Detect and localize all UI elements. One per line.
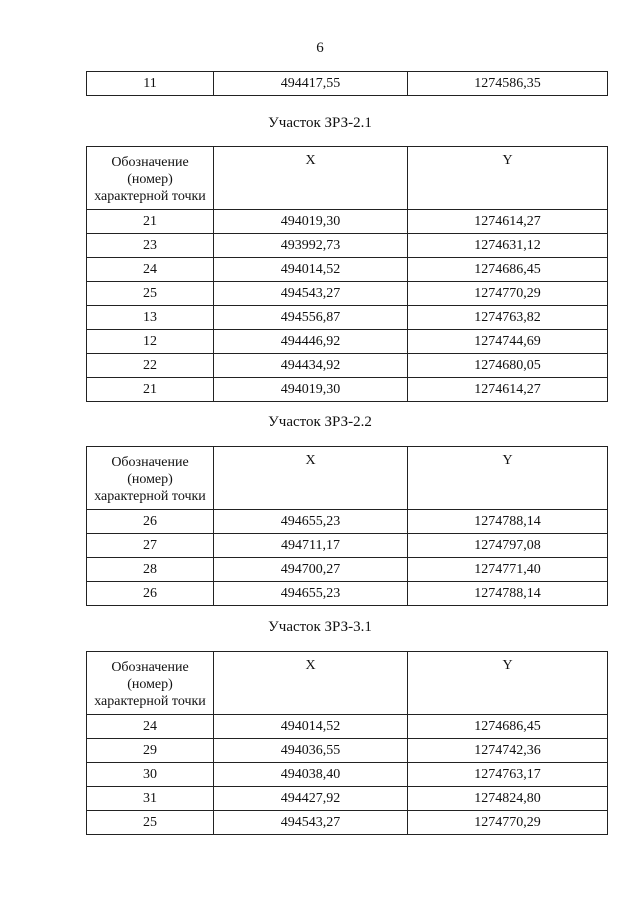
y-cell: 1274770,29 — [408, 282, 608, 306]
header-row — [87, 147, 608, 210]
point-cell: 28 — [87, 558, 214, 582]
x-cell: 494556,87 — [214, 306, 408, 330]
table-row — [87, 330, 608, 354]
x-cell: 494655,23 — [214, 510, 408, 534]
x-cell: 494427,92 — [214, 787, 408, 811]
x-cell: 494014,52 — [214, 258, 408, 282]
table-row — [87, 306, 608, 330]
x-cell: 494038,40 — [214, 763, 408, 787]
table-row — [87, 582, 608, 606]
section-title: Участок ЗРЗ-2.2 — [268, 414, 372, 430]
column-header-point: Обозначение (номер) характерной точки — [87, 447, 214, 510]
x-cell: 493992,73 — [214, 234, 408, 258]
point-cell: 25 — [87, 811, 214, 835]
point-cell: 26 — [87, 510, 214, 534]
y-cell: 1274631,12 — [408, 234, 608, 258]
column-header-x: X — [214, 147, 408, 210]
point-cell: 12 — [87, 330, 214, 354]
table-row — [87, 787, 608, 811]
point-cell: 11 — [87, 72, 214, 96]
table-row — [87, 72, 608, 96]
page-number: 6 — [316, 40, 324, 56]
y-cell: 1274680,05 — [408, 354, 608, 378]
x-cell: 494434,92 — [214, 354, 408, 378]
y-cell: 1274797,08 — [408, 534, 608, 558]
coordinates-table — [86, 446, 608, 606]
table-row — [87, 558, 608, 582]
point-cell: 27 — [87, 534, 214, 558]
column-header-point: Обозначение (номер) характерной точки — [87, 147, 214, 210]
table-row — [87, 739, 608, 763]
point-cell: 29 — [87, 739, 214, 763]
x-cell: 494543,27 — [214, 282, 408, 306]
y-cell: 1274742,36 — [408, 739, 608, 763]
point-cell: 21 — [87, 378, 214, 402]
y-cell: 1274771,40 — [408, 558, 608, 582]
x-cell: 494655,23 — [214, 582, 408, 606]
x-cell: 494014,52 — [214, 715, 408, 739]
y-cell: 1274788,14 — [408, 582, 608, 606]
y-cell: 1274614,27 — [408, 378, 608, 402]
point-cell: 30 — [87, 763, 214, 787]
y-cell: 1274614,27 — [408, 210, 608, 234]
point-cell: 23 — [87, 234, 214, 258]
point-cell: 22 — [87, 354, 214, 378]
section-title: Участок ЗРЗ-3.1 — [268, 619, 372, 635]
point-cell: 24 — [87, 715, 214, 739]
y-cell: 1274686,45 — [408, 258, 608, 282]
x-cell: 494711,17 — [214, 534, 408, 558]
table-row — [87, 510, 608, 534]
continuation-table — [86, 71, 608, 96]
column-header-point: Обозначение (номер) характерной точки — [87, 652, 214, 715]
y-cell: 1274770,29 — [408, 811, 608, 835]
y-cell: 1274788,14 — [408, 510, 608, 534]
header-row — [87, 447, 608, 510]
x-cell: 494446,92 — [214, 330, 408, 354]
point-cell: 25 — [87, 282, 214, 306]
table-row — [87, 534, 608, 558]
x-cell: 494036,55 — [214, 739, 408, 763]
y-cell: 1274744,69 — [408, 330, 608, 354]
table-row — [87, 715, 608, 739]
column-header-x: X — [214, 652, 408, 715]
column-header-y: Y — [408, 652, 608, 715]
point-cell: 24 — [87, 258, 214, 282]
x-cell: 494700,27 — [214, 558, 408, 582]
y-cell: 1274763,82 — [408, 306, 608, 330]
y-cell: 1274586,35 — [408, 72, 608, 96]
point-cell: 13 — [87, 306, 214, 330]
table-row — [87, 258, 608, 282]
table-row — [87, 210, 608, 234]
column-header-y: Y — [408, 447, 608, 510]
header-row — [87, 652, 608, 715]
table-row — [87, 378, 608, 402]
point-cell: 26 — [87, 582, 214, 606]
column-header-y: Y — [408, 147, 608, 210]
y-cell: 1274686,45 — [408, 715, 608, 739]
coordinates-table — [86, 146, 608, 402]
table-row — [87, 354, 608, 378]
x-cell: 494543,27 — [214, 811, 408, 835]
table-row — [87, 763, 608, 787]
column-header-x: X — [214, 447, 408, 510]
y-cell: 1274763,17 — [408, 763, 608, 787]
x-cell: 494019,30 — [214, 378, 408, 402]
table-row — [87, 234, 608, 258]
y-cell: 1274824,80 — [408, 787, 608, 811]
x-cell: 494019,30 — [214, 210, 408, 234]
point-cell: 31 — [87, 787, 214, 811]
table-row — [87, 811, 608, 835]
table-row — [87, 282, 608, 306]
x-cell: 494417,55 — [214, 72, 408, 96]
section-title: Участок ЗРЗ-2.1 — [268, 115, 372, 131]
coordinates-table — [86, 651, 608, 835]
point-cell: 21 — [87, 210, 214, 234]
